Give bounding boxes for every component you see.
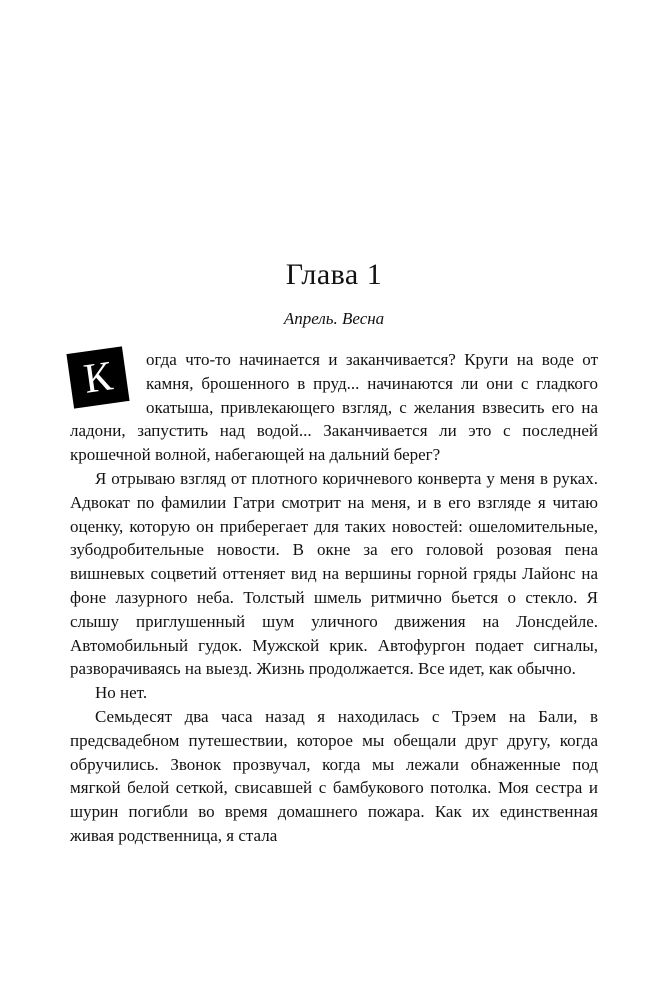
paragraph-1 [70, 348, 598, 467]
chapter-title: Глава 1 [285, 258, 383, 291]
body-text [70, 348, 598, 848]
paragraph-4: Семьдесят два часа назад я находилась с Трэем на Бали, в предсвадебном путешествии, которое мы обещали друг другу, когда обручились. Звонок прозвучал, когда мы лежали обнаженные под мягкой белой сеткой, свисавшей с бамбукового потолка. Моя сестра и шурин погибли во время домашнего пожара. Как их единственная живая родственница, я стала [70, 706, 598, 845]
paragraph-1-text: огда что-то начинается и заканчивается? Круги на воде от камня, брошенного в пруд... начинаются ли они с гладкого окатыша, привлекающего взгляд, с желания взвесить его на ладони, запустить над водой... Заканчивается ли это с последней крошечной волной, набегающей на дальний берег? [70, 350, 598, 465]
paragraph-3: Но нет. [95, 683, 148, 703]
drop-cap [70, 350, 136, 403]
paragraph-2: Я отрываю взгляд от плотного коричневого конверта у меня в руках. Адвокат по фамилии Гатри смотрит на меня, и в его взгляде я читаю оценку, которую он приберегает для таких новостей: ошеломительные, зубодробительные новости. В окне за его головой розовая пена вишневых соцветий оттеняет вид на вершины горной гряды Лайонс на фоне лазурного неба. Толстый шмель ритмично бьется о стекло. Я слышу приглушенный шум уличного движения на Лонсдейле. Автомобильный гудок. Мужской крик. Автофургон подает сигналы, разворачиваясь на выезд. Жизнь продолжается. Все идет, как обычно. [70, 468, 598, 679]
drop-cap-letter: К [80, 352, 116, 403]
drop-cap-box [66, 346, 129, 408]
chapter-subtitle: Апрель. Весна [283, 309, 385, 328]
